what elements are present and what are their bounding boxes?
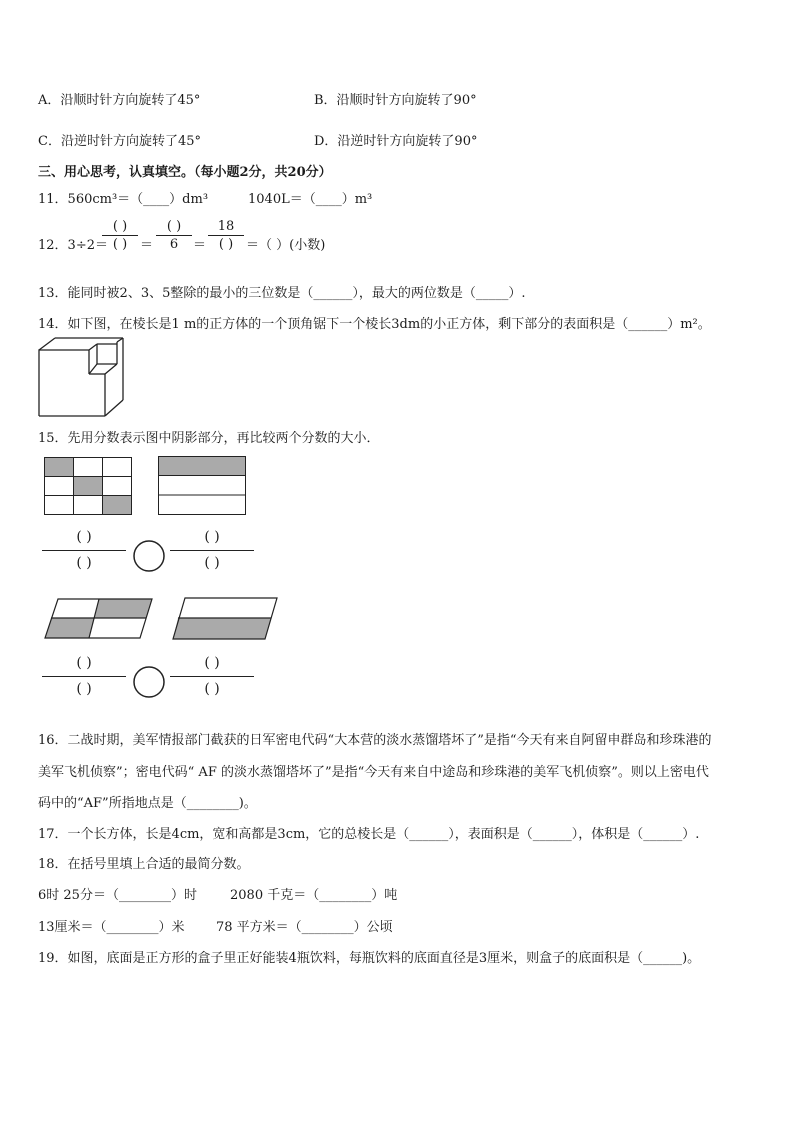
question-13: 13．能同时被2、3、5整除的最小的三位数是（______），最大的两位数是（_____）. [38,286,526,301]
answer-numerator: ( ) [76,529,92,545]
compare-circle-1[interactable] [132,539,166,573]
fraction-3 [208,218,244,253]
answer-numerator: ( ) [204,529,220,545]
question-18-c: 13厘米＝（________）米 [38,920,185,935]
answer-fraction-2[interactable] [170,529,254,572]
answer-denominator: ( ) [204,555,220,571]
answer-numerator: ( ) [76,655,92,671]
question-18-title: 18．在括号里填上合适的最简分数。 [38,857,250,872]
parallelogram-figure-3 [44,598,156,640]
cube-with-cutout-figure [37,336,127,418]
equals-1: ＝ [140,238,154,253]
fraction-3-numerator: 18 [217,219,235,234]
question-11-part1: 11．560cm³＝（____）dm³ [38,192,209,207]
grid-figure-1 [44,457,134,515]
answer-numerator: ( ) [204,655,220,671]
answer-denominator: ( ) [204,681,220,697]
option-a: A．沿顺时针方向旋转了45° [38,93,201,108]
fraction-1-numerator: ( ) [112,219,128,234]
fraction-2-numerator: ( ) [166,219,182,234]
option-b: B．沿顺时针方向旋转了90° [314,93,477,108]
fraction-3-denominator: ( ) [218,237,234,252]
fraction-2 [156,218,192,253]
answer-denominator: ( ) [76,555,92,571]
question-16-line1: 16．二战时期，美军情报部门截获的日军密电代码“大本营的淡水蒸馏塔坏了”是指“今天有来自阿留申群岛和珍珠港的 [38,733,712,748]
answer-fraction-3[interactable] [42,655,126,698]
equals-2: ＝ [193,238,207,253]
question-15: 15．先用分数表示图中阴影部分，再比较两个分数的大小． [38,431,380,446]
question-18-b: 2080 千克＝（________）吨 [230,888,398,903]
strip-figure-2 [158,456,248,516]
question-12-tail: ＝（ ）(小数) [246,238,326,253]
answer-fraction-4[interactable] [170,655,254,698]
answer-fraction-1[interactable] [42,529,126,572]
question-16-line3: 码中的“AF”所指地点是（________)。 [38,796,257,811]
parallelogram-figure-4 [172,597,280,641]
question-19: 19．如图，底面是正方形的盒子里正好能装4瓶饮料，每瓶饮料的底面直径是3厘米，则盒子的底面积是（______)。 [38,951,701,966]
question-16-line2: 美军飞机侦察”；密电代码“ AF 的淡水蒸馏塔坏了”是指“今天有来自中途岛和珍珠港的美军飞机侦察”。则以上密电代 [38,765,709,780]
fraction-1 [102,218,138,253]
question-12-prefix: 12．3÷2＝ [38,238,108,253]
fraction-1-denominator: ( ) [112,237,128,252]
section-heading: 三、用心思考，认真填空。（每小题2分，共20分） [38,165,332,180]
question-18-d: 78 平方米＝（________）公顷 [216,920,393,935]
answer-denominator: ( ) [76,681,92,697]
question-11-part2: 1040L＝（____）m³ [248,192,373,207]
question-17: 17．一个长方体，长是4cm，宽和高都是3cm，它的总棱长是（______），表面积是（______），体积是（______）. [38,827,700,842]
option-d: D．沿逆时针方向旋转了90° [314,134,478,149]
question-14: 14．如下图，在棱长是1 m的正方体的一个顶角锯下一个棱长3dm的小正方体，剩下部分的表面积是（______）m²。 [38,317,711,332]
question-18-a: 6时 25分＝（________）时 [38,888,197,903]
compare-circle-2[interactable] [132,665,166,699]
option-c: C．沿逆时针方向旋转了45° [38,134,201,149]
fraction-2-denominator: 6 [169,237,179,252]
